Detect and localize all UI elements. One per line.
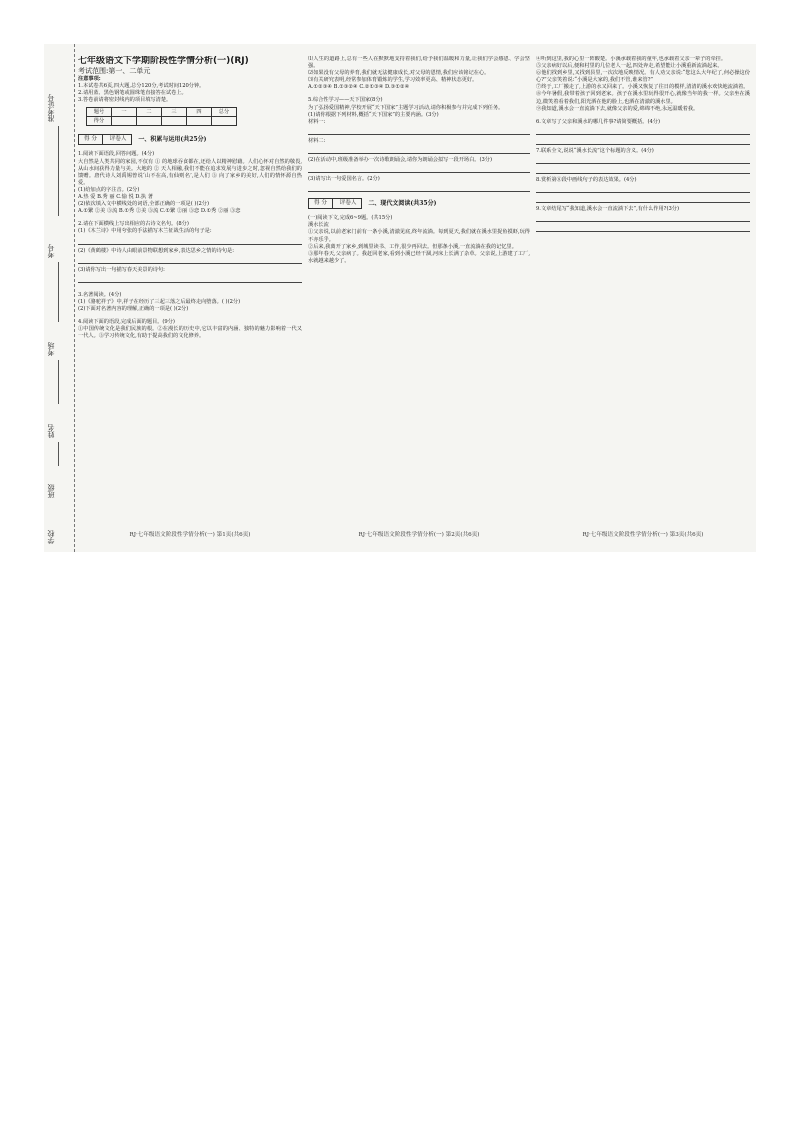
page-footer-3: RJ·七年级语文阶段性学情分析(一) 第3页(共6页) [582,532,704,538]
question-heading: 8.赏析第⑧段中画线句子的表达效果。(4分) [536,176,637,183]
section-title: 一、积累与运用(共25分) [138,136,207,144]
score-row-label: 得分 [87,117,112,126]
note-item: 3.答卷前请将密封线内的项目填写清楚。 [78,97,172,104]
grade-box-grader: 评卷人 [339,200,357,207]
answer-line[interactable] [536,225,750,232]
score-header: 三 [162,108,187,117]
answer-line[interactable] [308,128,530,135]
answer-line[interactable] [78,238,302,245]
score-cell[interactable] [112,117,137,126]
answer-line[interactable] [536,215,750,222]
answer-line[interactable] [308,166,530,173]
sub-question: (3)请你写出一句描写春天美景的诗句: [78,266,165,273]
section-header [308,195,530,212]
answer-line[interactable] [536,157,750,164]
question-text: ⑶有关研究表明,经常参加体育锻炼的学生,学习效率更高、精神状态更好。 [308,77,478,84]
section-header [78,131,302,148]
question-text: 大自然是人类共同的家园,不仅有 ① 的地球吞食都在,还给人以精神慰藉。人们心怀对自然的敬畏,从山水间获得力量与美。大地的 ② 天人相融,我们不能在追求发展与进步之时,忽视自然给我们的馈赠。唐代诗人刘禹锡曾说‘山不在高,有仙则名’,是人们 ③ 向了家乡的美好,人们的情怀源自热爱。 [78,158,302,186]
page-column-1 [78,56,302,530]
binding-label-name: 姓名 [47,424,55,438]
question-heading: 3.名著阅读。(4分) [78,291,122,298]
note-item: 2.请用蓝、黑色钢笔或圆珠笔直接答在试卷上。 [78,90,187,97]
question-heading: 7.联系全文,说说“溪水长流”这个标题的含义。(4分) [536,147,654,154]
binding-label-room: 考场 [47,342,55,356]
question-text: ⑵如果没有父母的养育,我们就无法健康成长,对父母的恩情,我们应该铭记在心。 [308,70,490,77]
sub-question: (1)请你根据下列材料,概括“天下国家”的主要内涵。(3分) [308,111,439,118]
question-heading: 4.阅读下面的语段,完成后面的题目。(9分) [78,318,175,325]
reading-paragraph: ⑤父亲病好以后,便和村里的几位老人一起,四处奔走,希望能让小溪重新流淌起来。 [536,63,723,70]
answer-line[interactable] [536,186,750,193]
binding-label-school: 学校 [47,530,55,544]
material-label: 材料二: [308,137,326,144]
grade-box [78,134,132,145]
score-cell[interactable] [187,117,212,126]
score-header: 总分 [212,108,237,117]
reading-paragraph: ②后来,我离开了家乡,到城里读书、工作,很少再回去。但那条小溪,一直流淌在我的记忆里。 [308,243,517,250]
answer-line[interactable] [78,257,302,264]
page-column-3 [536,56,750,530]
binding-margin [44,44,75,552]
note-item: 1.本试卷共6页,四大题,总分120分,考试时间120分钟。 [78,83,205,90]
sub-question: (2)《黄鹤楼》中诗人由眼前景物联想到家乡,表达思乡之情的诗句是: [78,247,234,254]
score-cell[interactable] [162,117,187,126]
page-column-2 [308,56,530,530]
answer-line[interactable] [308,147,530,154]
score-header: 一 [112,108,137,117]
exam-scope: 考试范围:第一、二单元 [78,67,151,75]
sub-question: (2)下面对名著内容的理解,正确的一项是( )(2分) [78,305,189,312]
question-heading: 6.文章写了父亲和溪水的哪几件事?请简要概括。(4分) [536,118,661,125]
score-cell[interactable] [212,117,237,126]
binding-line [58,360,59,404]
score-header: 二 [137,108,162,117]
answer-line[interactable] [536,128,750,135]
question-heading: 5.综合性学习——天下国家(8分) [308,97,383,104]
binding-line [58,262,59,322]
binding-line [58,126,59,216]
section-title: 二、现代文阅读(共35分) [368,200,437,208]
score-header: 题号 [87,108,112,117]
question-text: ⑴人生的道路上,总有一些人在默默地支持着我们,给予我们温暖和力量,让我们学会感恩、学会坚强。 [308,56,530,70]
question-heading: 9.文章结尾写“我知道,溪水会一直流淌下去”,有什么作用?(3分) [536,206,679,213]
question-heading: 1.阅读下面语段,回答问题。(4分) [78,151,155,158]
reading-heading: (一)阅读下文,完成6~9题。(共15分) [308,215,393,222]
binding-label-number: 考号 [47,244,55,258]
answer-line[interactable] [308,185,530,192]
reading-paragraph: ⑥他们找到乡里,又找到县里,一次次地反映情况。有人劝父亲说:“您这么大年纪了,何必操这份心?”父亲笑着说:“小溪是大家的,我们不管,谁来管?” [536,70,750,84]
answer-line[interactable] [536,196,750,203]
answer-line[interactable] [536,167,750,174]
answer-line[interactable] [78,276,302,283]
sub-question: (2)在活动中,班级准备举办一次诗歌朗诵会,请你为朗诵会拟写一段开场白。(3分) [308,156,492,163]
question-text: ①中国传统文化是我们民族的根。②在漫长的历史中,它以丰富的内涵、独特的魅力影响着一代又一代人。③学习传统文化,有助于提高我们的文化修养。 [78,326,302,340]
grade-box-score: 得 分 [309,199,333,208]
notes-heading: 注意事项: [78,76,101,82]
binding-line [58,442,59,466]
options: A.①②③④ B.①③②④ C.②①③④ D.③①②④ [308,84,410,91]
material-label: 材料一: [308,118,326,125]
options: A.①繁 ②美 ③流 B.①秀 ②美 ③流 C.①繁 ②丽 ③恋 D.①秀 ②丽 ③恋 [78,208,241,215]
question-heading: 2.请在下面横线上写出相应的古诗文名句。(8分) [78,221,189,228]
question-text: 为了弘扬爱国精神,学校开展“天下国家”主题学习活动,请你积极参与并完成下列任务。 [308,104,504,111]
exam-title: 七年级语文下学期阶段性学情分析(一)(RJ) [78,56,249,66]
grade-box-grader: 评卷人 [109,136,127,143]
page-footer-1: RJ·七年级语文阶段性学情分析(一) 第1页(共6页) [129,532,251,538]
binding-label-class: 班级 [47,484,55,498]
reading-paragraph: ⑦终于,工厂搬走了,上游的水又回来了。小溪又恢复了往日的模样,清清的溪水欢快地流淌着。 [536,84,749,91]
sub-question: (1)给加点的字注音。(2分) [78,186,140,193]
page-footer-2: RJ·七年级语文阶段性学情分析(一) 第2页(共6页) [358,532,480,538]
sub-question: (2)依次填入文中横线处的词语,全部正确的一项是( )(2分) [78,201,209,208]
score-cell[interactable] [137,117,162,126]
grade-box-score: 得 分 [79,135,103,144]
reading-paragraph: ③那年春天,父亲病了。我赶回老家,看到小溪已经干涸,河床上长满了杂草。父亲说,上游建了工厂,水就越来越少了。 [308,250,530,264]
sub-question: (1)《木兰诗》中用夸张的手法描写木兰征战生活的句子是: [78,228,212,235]
grade-box [308,198,362,209]
sub-question: (3)请写出一句爱国名言。(2分) [308,176,380,183]
binding-label-exam-id: 准考证号 [47,94,55,122]
reading-paragraph: ⑧今年暑假,我带着孩子回到老家。孩子在溪水里玩得很开心,就像当年的我一样。父亲坐在溪边,微笑着看着我们,阳光洒在他的脸上,也洒在清澈的溪水里。 [536,91,750,105]
reading-paragraph: ④听到这里,我的心里一阵酸楚。小溪承载着我的童年,也承载着父亲一辈子的牵挂。 [536,56,727,62]
answer-line[interactable] [536,138,750,145]
score-header: 四 [187,108,212,117]
reading-paragraph: ⑨我知道,溪水会一直流淌下去,就像父亲的爱,绵绵不绝,永远温暖着我。 [536,105,699,112]
options: A.热 爱 B.秀 丽 C.愉 悦 D.执 著 [78,194,153,201]
score-table [86,107,237,126]
reading-paragraph: ①父亲说,以前老家门前有一条小溪,清澈见底,终年流淌。每到夏天,我们就在溪水里捉鱼摸虾,玩得不亦乐乎。 [308,229,530,243]
sub-question: (1)《骆驼祥子》中,祥子在经历了三起三落之后最终走向堕落。( )(2分) [78,298,241,305]
reading-title: 溪水长流 [308,222,329,229]
exam-sheet [44,44,756,552]
